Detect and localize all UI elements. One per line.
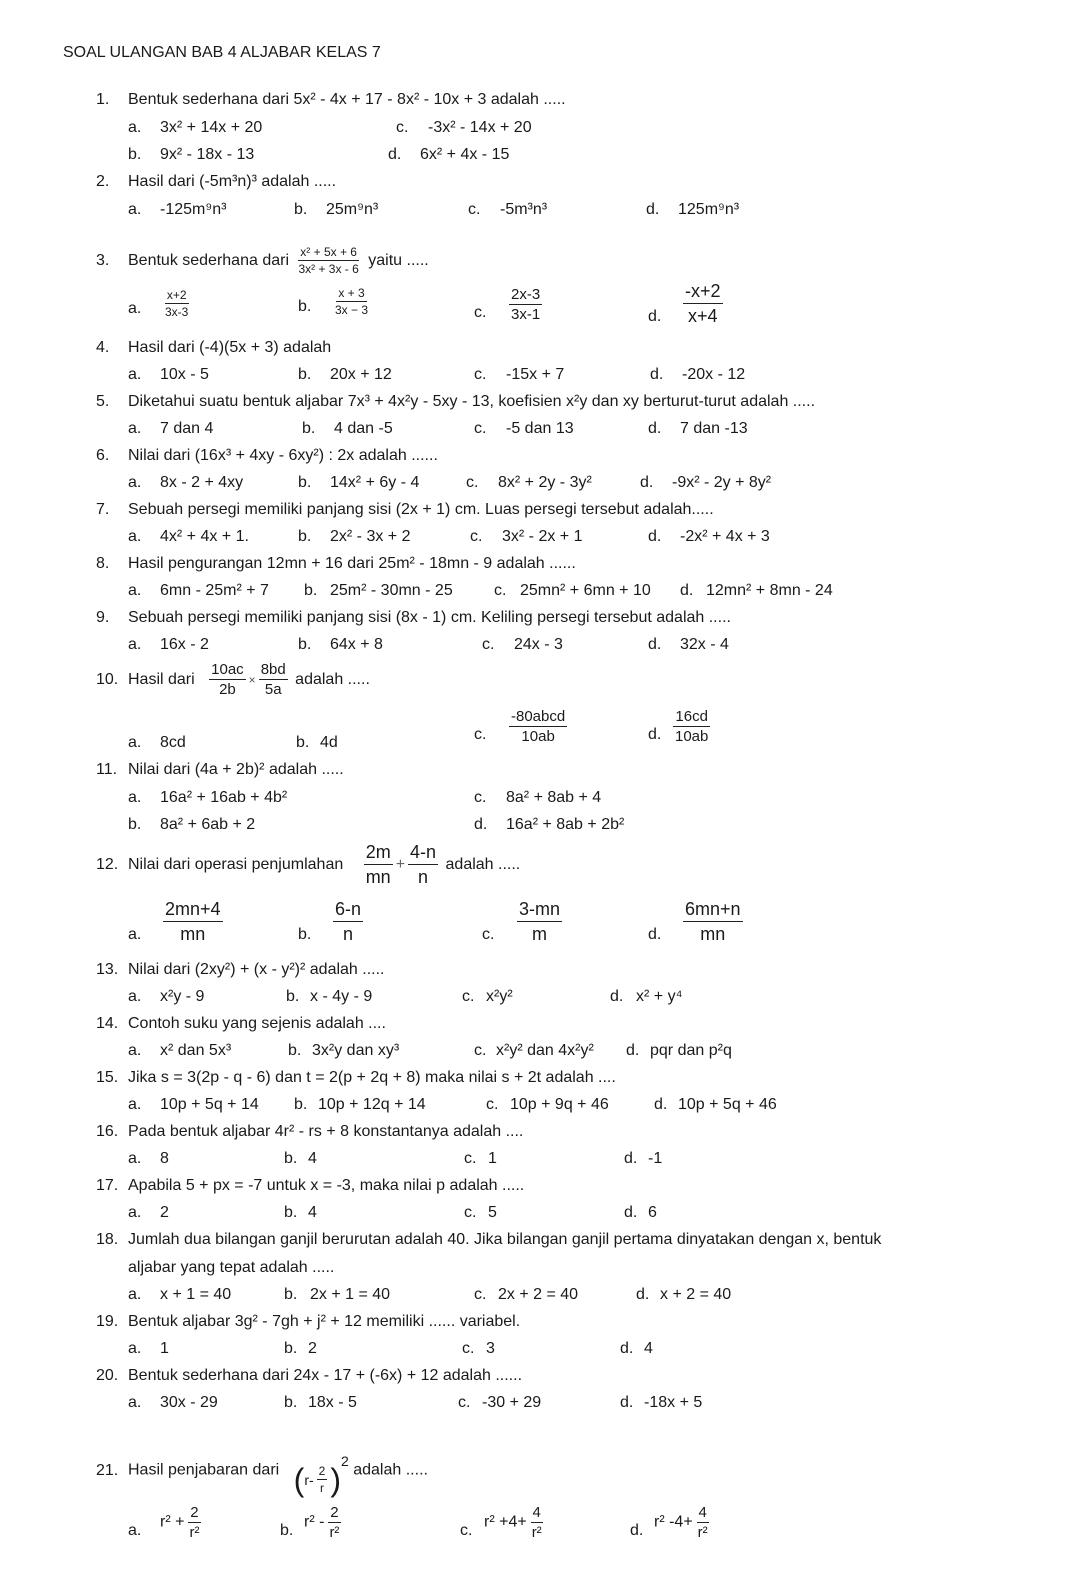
option-12b: b. $\frac{6-n}{n}$ (298, 899, 362, 944)
option-7c: c. 3x² - 2x + 1 (470, 528, 583, 545)
option-17d: d. 6 (624, 1204, 657, 1221)
option-14c: c. x²y² dan 4x²y² (474, 1042, 594, 1059)
option-20b: b. 18x - 5 (284, 1394, 357, 1411)
question-7: 7. Sebuah persegi memiliki panjang sisi (2x + 1) cm. Luas persegi tersebut adalah..... (96, 501, 714, 518)
option-6d: d. -9x² - 2y + 8y² (640, 474, 772, 491)
option-21a: a. r² + $\frac{2}{\text{r²}}$ (128, 1504, 200, 1541)
option-7d: d. -2x² + 4x + 3 (648, 528, 770, 545)
question-3: 3. Bentuk sederhana dari $\frac{\text{x² + 5x + 6}}{\text{3x² + 3x - 6}}$ yaitu ..... (96, 245, 429, 277)
option-16a: a. 8 (128, 1150, 169, 1167)
question-3-fraction: $\frac{\text{x² + 5x + 6}}{\text{3x² + 3x - 6}}$ (298, 245, 359, 277)
question-19: 19. Bentuk aljabar 3g² - 7gh + j² + 12 memiliki ...... variabel. (96, 1313, 521, 1330)
option-2b: b. 25m⁹n³ (294, 201, 379, 218)
option-11d: d. 16a² + 8ab + 2b² (474, 816, 625, 833)
option-6c: c. 8x² + 2y - 3y² (466, 474, 592, 491)
option-1b: b. 9x² - 18x - 13 (128, 146, 255, 163)
option-17c: c. 5 (464, 1204, 497, 1221)
option-4a: a. 10x - 5 (128, 366, 209, 383)
option-9a: a. 16x - 2 (128, 636, 209, 653)
option-5b: b. 4 dan -5 (302, 420, 393, 437)
option-13c: c. x²y² (462, 988, 513, 1005)
option-10d: d. $\frac{16cd}{10ab}$ (648, 708, 709, 745)
option-4b: b. 20x + 12 (298, 366, 392, 383)
question-6: 6. Nilai dari (16x³ + 4xy - 6xy²) : 2x adalah ...... (96, 447, 438, 464)
question-13: 13. Nilai dari (2xy²) + (x - y²)² adalah ..... (96, 961, 385, 978)
option-13a: a. x²y - 9 (128, 988, 205, 1005)
option-19a: a. 1 (128, 1340, 169, 1357)
option-2c: c. -5m³n³ (468, 201, 548, 218)
option-17a: a. 2 (128, 1204, 169, 1221)
question-21: 21. Hasil penjabaran dari (r- $\frac{2}{r}$ )$^2$ adalah ..... (96, 1432, 428, 1490)
option-5d: d. 7 dan -13 (648, 420, 748, 437)
option-6b: b. 14x² + 6y - 4 (298, 474, 420, 491)
question-8: 8. Hasil pengurangan 12mn + 16 dari 25m² - 18mn - 9 adalah ...... (96, 555, 576, 572)
question-21-expression: (r- $\frac{2}{r}$ )$^2$ (293, 1453, 349, 1498)
option-15b: b. 10p + 12q + 14 (294, 1096, 426, 1113)
option-8d: d. 12mn² + 8mn - 24 (680, 582, 833, 599)
option-12c: c. $\frac{3-mn}{m}$ (482, 899, 561, 944)
option-8a: a. 6mn - 25m² + 7 (128, 582, 269, 599)
option-4d: d. -20x - 12 (650, 366, 746, 383)
option-20d: d. -18x + 5 (620, 1394, 703, 1411)
option-3b: b. $\frac{x + 3}{3x - 3}$ (298, 286, 369, 317)
question-2: 2. Hasil dari (-5m³n)³ adalah ..... (96, 173, 337, 190)
option-21d: d. r² -4+ $\frac{4}{\text{r²}}$ (630, 1504, 708, 1541)
option-9c: c. 24x - 3 (482, 636, 563, 653)
question-18-continuation: aljabar yang tepat adalah ..... (128, 1259, 335, 1276)
option-13b: b. x - 4y - 9 (286, 988, 373, 1005)
option-18b: b. 2x + 1 = 40 (284, 1286, 391, 1303)
option-11c: c. 8a² + 8ab + 4 (474, 789, 602, 806)
page-title: SOAL ULANGAN BAB 4 ALJABAR KELAS 7 (63, 44, 381, 61)
question-16: 16. Pada bentuk aljabar 4r² - rs + 8 konstantanya adalah .... (96, 1123, 524, 1140)
option-5c: c. -5 dan 13 (474, 420, 574, 437)
question-9: 9. Sebuah persegi memiliki panjang sisi (8x - 1) cm. Keliling persegi tersebut adalah ..... (96, 609, 731, 626)
option-16b: b. 4 (284, 1150, 317, 1167)
option-19d: d. 4 (620, 1340, 653, 1357)
question-15: 15. Jika s = 3(2p - q - 6) dan t = 2(p + 2q + 8) maka nilai s + 2t adalah .... (96, 1069, 616, 1086)
option-18d: d. x + 2 = 40 (636, 1286, 732, 1303)
option-1a: a. 3x² + 14x + 20 (128, 119, 263, 136)
option-1d: d. 6x² + 4x - 15 (388, 146, 510, 163)
option-19b: b. 2 (284, 1340, 317, 1357)
option-17b: b. 4 (284, 1204, 317, 1221)
option-12d: d. $\frac{6mn+n}{mn}$ (648, 899, 741, 944)
option-10b: b. 4d (296, 734, 338, 751)
question-14: 14. Contoh suku yang sejenis adalah .... (96, 1015, 386, 1032)
option-12a: a. $\frac{2mn+4}{mn}$ (128, 899, 221, 944)
option-14d: d. pqr dan p²q (626, 1042, 732, 1059)
option-16d: d. -1 (624, 1150, 663, 1167)
question-18: 18. Jumlah dua bilangan ganjil berurutan adalah 40. Jika bilangan ganjil pertama dinyatakan dengan x, bentuk (96, 1231, 882, 1248)
option-8c: c. 25mn² + 6mn + 10 (494, 582, 651, 599)
option-20c: c. -30 + 29 (458, 1394, 542, 1411)
question-5: 5. Diketahui suatu bentuk aljabar 7x³ + 4x²y - 5xy - 13, koefisien x²y dan xy berturut-turut adalah ..... (96, 393, 816, 410)
option-19c: c. 3 (462, 1340, 495, 1357)
option-7b: b. 2x² - 3x + 2 (298, 528, 411, 545)
question-1 (96, 90, 566, 110)
option-11a: a. 16a² + 16ab + 4b² (128, 789, 288, 806)
option-10a: a. 8cd (128, 734, 186, 751)
option-16c: c. 1 (464, 1150, 497, 1167)
question-text: Bentuk sederhana dari 5x² - 4x + 17 - 8x² - 10x + 3 adalah ..... (128, 91, 566, 108)
option-11b: b. 8a² + 6ab + 2 (128, 816, 256, 833)
option-18a: a. x + 1 = 40 (128, 1286, 232, 1303)
option-7a: a. 4x² + 4x + 1. (128, 528, 249, 545)
option-3a: a. $\frac{x+2}{3x-3}$ (128, 288, 189, 319)
question-4: 4. Hasil dari (-4)(5x + 3) adalah (96, 339, 332, 356)
question-20: 20. Bentuk sederhana dari 24x - 17 + (-6x) + 12 adalah ...... (96, 1367, 523, 1384)
option-2d: d. 125m⁹n³ (646, 201, 740, 218)
option-3c: c. $\frac{2x-3}{3x-1}$ (474, 286, 541, 323)
option-9d: d. 32x - 4 (648, 636, 729, 653)
option-21c: c. r² +4+ $\frac{4}{\text{r²}}$ (460, 1504, 542, 1541)
option-14b: b. 3x²y dan xy³ (288, 1042, 400, 1059)
option-15a: a. 10p + 5q + 14 (128, 1096, 259, 1113)
question-number: 1. (96, 91, 110, 108)
option-1c: c. -3x² - 14x + 20 (396, 119, 532, 136)
option-14a: a. x² dan 5x³ (128, 1042, 232, 1059)
option-3d: d. $\frac{-x+2}{x+4}$ (648, 281, 721, 326)
option-21b: b. r² - $\frac{2}{\text{r²}}$ (280, 1504, 340, 1541)
option-20a: a. 30x - 29 (128, 1394, 218, 1411)
option-15c: c. 10p + 9q + 46 (486, 1096, 609, 1113)
option-13d: d. x² + y⁴ (610, 988, 683, 1005)
option-18c: c. 2x + 2 = 40 (474, 1286, 579, 1303)
option-8b: b. 25m² - 30mn - 25 (304, 582, 453, 599)
question-17: 17. Apabila 5 + px = -7 untuk x = -3, maka nilai p adalah ..... (96, 1177, 525, 1194)
option-15d: d. 10p + 5q + 46 (654, 1096, 777, 1113)
option-10c: c. $\frac{\text{-80abcd}}{10ab}$ (474, 708, 566, 745)
option-6a: a. 8x - 2 + 4xy (128, 474, 244, 491)
question-12: 12. Nilai dari operasi penjumlahan $\frac{2m}{mn}$ + $\frac{4-n}{n}$ adalah ..... (96, 842, 521, 888)
question-11: 11. Nilai dari (4a + 2b)² adalah ..... (96, 761, 344, 778)
option-9b: b. 64x + 8 (298, 636, 383, 653)
option-4c: c. -15x + 7 (474, 366, 565, 383)
question-10: 10. Hasil dari $\frac{10ac}{2b}$ × $\frac{8bd}{5a}$ adalah ..... (96, 661, 370, 699)
option-2a: a. -125m⁹n³ (128, 201, 227, 218)
option-5a: a. 7 dan 4 (128, 420, 214, 437)
